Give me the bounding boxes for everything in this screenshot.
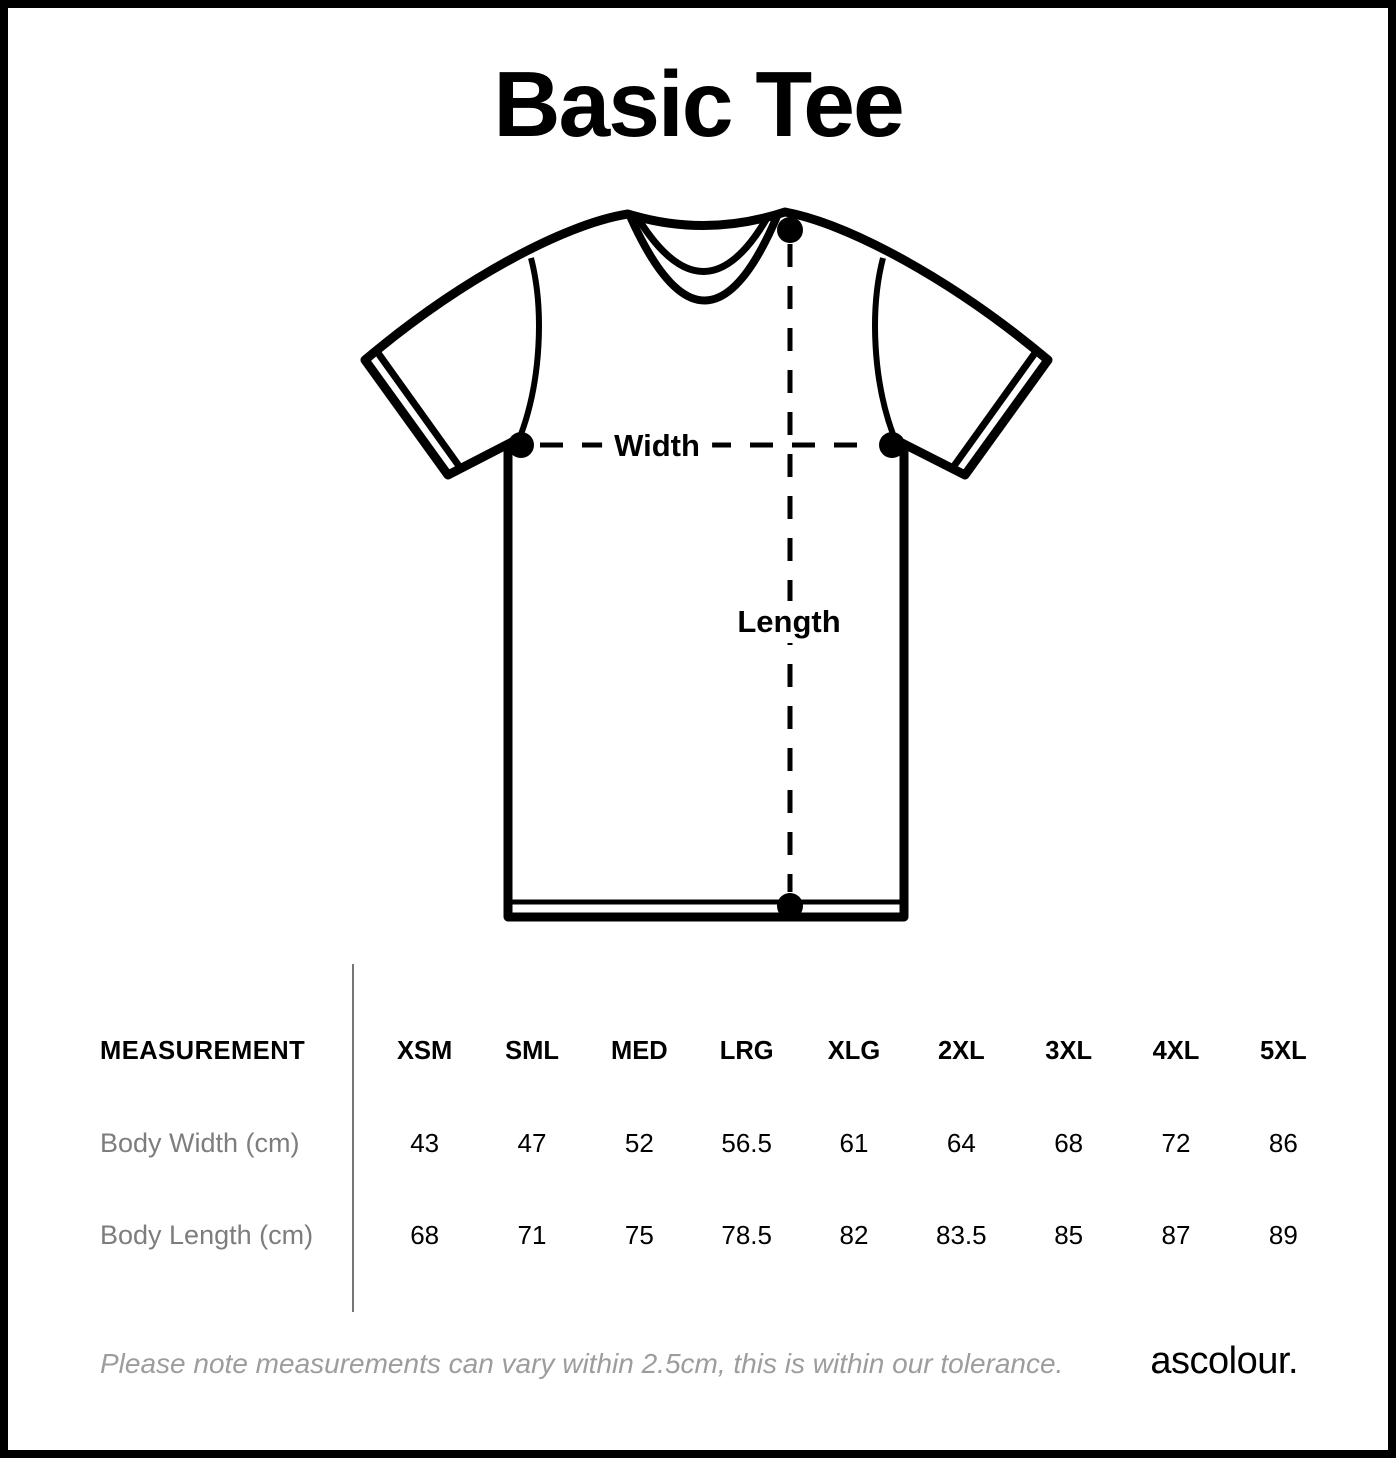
left-underarm-dot <box>508 432 534 458</box>
body-length-value: 83.5 <box>936 1219 987 1250</box>
size-column-header-4xl: 4XL <box>1152 1036 1200 1065</box>
size-column-header-xlg: XLG <box>827 1036 881 1065</box>
tolerance-note: Please note measurements can vary within 2.5cm, this is within our tolerance. <box>100 1348 1064 1379</box>
tshirt-diagram <box>8 8 1396 968</box>
right-underarm-dot <box>879 432 905 458</box>
body-length-value: 75 <box>624 1219 654 1250</box>
size-column-header-xsm: XSM <box>397 1036 453 1065</box>
body-width-value: 56.5 <box>721 1127 772 1158</box>
body-width-value: 47 <box>517 1127 547 1158</box>
width-dimension-label: Width <box>602 425 712 467</box>
body-width-value: 72 <box>1161 1127 1191 1158</box>
hem-point-dot <box>777 893 803 919</box>
tshirt-outline <box>365 212 1048 917</box>
size-column-header-sml: SML <box>505 1036 559 1065</box>
size-column-header-2xl: 2XL <box>937 1036 985 1065</box>
body-length-value: 87 <box>1161 1219 1191 1250</box>
brand-logo: ascolour. <box>1150 1340 1298 1382</box>
body-length-value: 68 <box>410 1219 440 1250</box>
body-width-value: 52 <box>624 1127 654 1158</box>
body-length-value: 85 <box>1054 1219 1084 1250</box>
body-length-value: 89 <box>1268 1219 1298 1250</box>
body-width-row-label: Body Width (cm) <box>100 1127 300 1158</box>
tshirt-outline-svg <box>338 193 1078 938</box>
page-title: Basic Tee <box>493 52 903 156</box>
size-table <box>100 1005 1337 1281</box>
body-width-value: 61 <box>839 1127 869 1158</box>
measurement-column-header: MEASUREMENT <box>100 1036 306 1065</box>
body-width-value: 64 <box>946 1127 976 1158</box>
body-length-value: 78.5 <box>721 1219 772 1250</box>
body-width-value: 43 <box>410 1127 440 1158</box>
body-width-value: 86 <box>1268 1127 1298 1158</box>
size-column-header-lrg: LRG <box>719 1036 774 1065</box>
neck-point-dot <box>777 217 803 243</box>
size-column-header-5xl: 5XL <box>1259 1036 1307 1065</box>
body-length-value: 82 <box>839 1219 869 1250</box>
size-column-header-med: MED <box>610 1036 668 1065</box>
body-length-row-label: Body Length (cm) <box>100 1219 314 1250</box>
body-width-value: 68 <box>1054 1127 1084 1158</box>
length-dimension-label: Length <box>725 601 852 643</box>
size-column-header-3xl: 3XL <box>1045 1036 1093 1065</box>
body-length-value: 71 <box>517 1219 547 1250</box>
